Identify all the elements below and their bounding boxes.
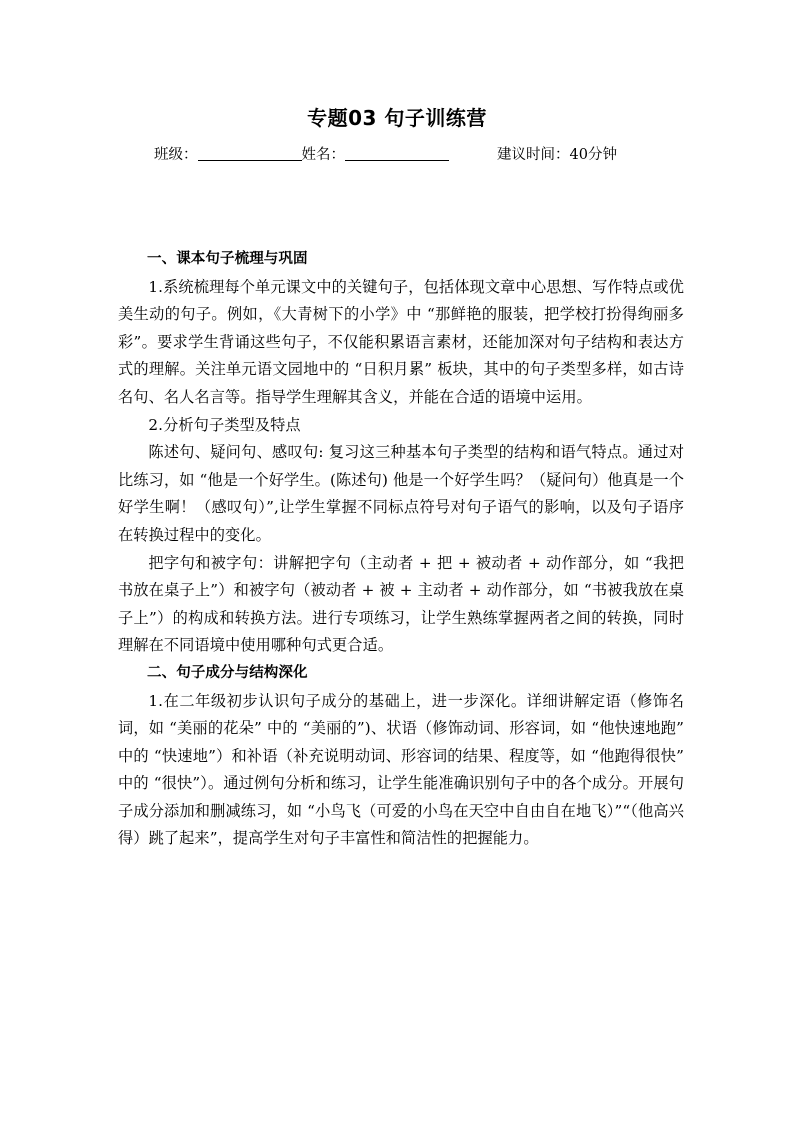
name-blank-line[interactable] bbox=[345, 145, 449, 161]
section-heading: 二、句子成分与结构深化 bbox=[147, 664, 308, 681]
paragraph: 1.系统梳理每个单元课文中的关键句子，包括体现文章中心思想、写作特点或优美生动的句子。例如，《大青树下的小学》中 “那鲜艳的服装，把学校打扮得绚丽多彩”。要求学生背诵这些句子，不仅能积累语言素材，还能加深对句子结构和表达方式的理解。关注单元语文园地中的 “日积月累” 板块，其中的句子类型多样，如古诗名句、名人名言等。指导学生理解其含义，并能在合适的语境中运用。 bbox=[118, 277, 684, 406]
class-label: 班级： bbox=[154, 147, 198, 163]
name-label: 姓名： bbox=[301, 147, 345, 163]
section-heading: 一、课本句子梳理与巩固 bbox=[147, 251, 308, 267]
document-title: 专题03 句子训练营 bbox=[307, 106, 487, 130]
sub-heading: 2.分析句子类型及特点 bbox=[148, 415, 301, 434]
document-body bbox=[118, 246, 684, 853]
suggested-time: 建议时间：40分钟 bbox=[497, 147, 617, 163]
paragraph: 陈述句、疑问句、感叹句: 复习这三种基本句子类型的结构和语气特点。通过对比练习，如 “他是一个好学生。(陈述句) 他是一个好学生吗？（疑问句）他真是一个好学生啊！（感叹句）”,让学生掌握不同标点符号对句子语气的影响，以及句子语序在转换过程中的变化。 bbox=[118, 443, 684, 544]
info-row bbox=[154, 144, 674, 166]
paragraph: 1.在二年级初步认识句子成分的基础上，进一步深化。详细讲解定语（修饰名词，如 “美丽的花朵” 中的 “美丽的”)、状语（修饰动词、形容词，如 “他快速地跑” 中的 “快速地”）和补语（补充说明动词、形容词的结果、程度等，如 “他跑得很快” 中的 “很快”）。通过例句分析和练习，让学生能准确识别句子中的各个成分。开展句子成分添加和删减练习，如 “小鸟飞（可爱的小鸟在天空中自由自在地飞）”“（他高兴得）跳了起来”，提高学生对句子丰富性和简洁性的把握能力。 bbox=[118, 691, 684, 848]
class-blank-line[interactable] bbox=[198, 145, 302, 161]
paragraph: 把字句和被字句：讲解把字句（主动者 + 把 + 被动者 + 动作部分，如 “我把书放在桌子上”）和被字句（被动者 + 被 + 主动者 + 动作部分，如 “书被我放在桌子上”）的构成和转换方法。进行专项练习，让学生熟练掌握两者之间的转换，同时理解在不同语境中使用哪种句式更合适。 bbox=[118, 553, 684, 655]
